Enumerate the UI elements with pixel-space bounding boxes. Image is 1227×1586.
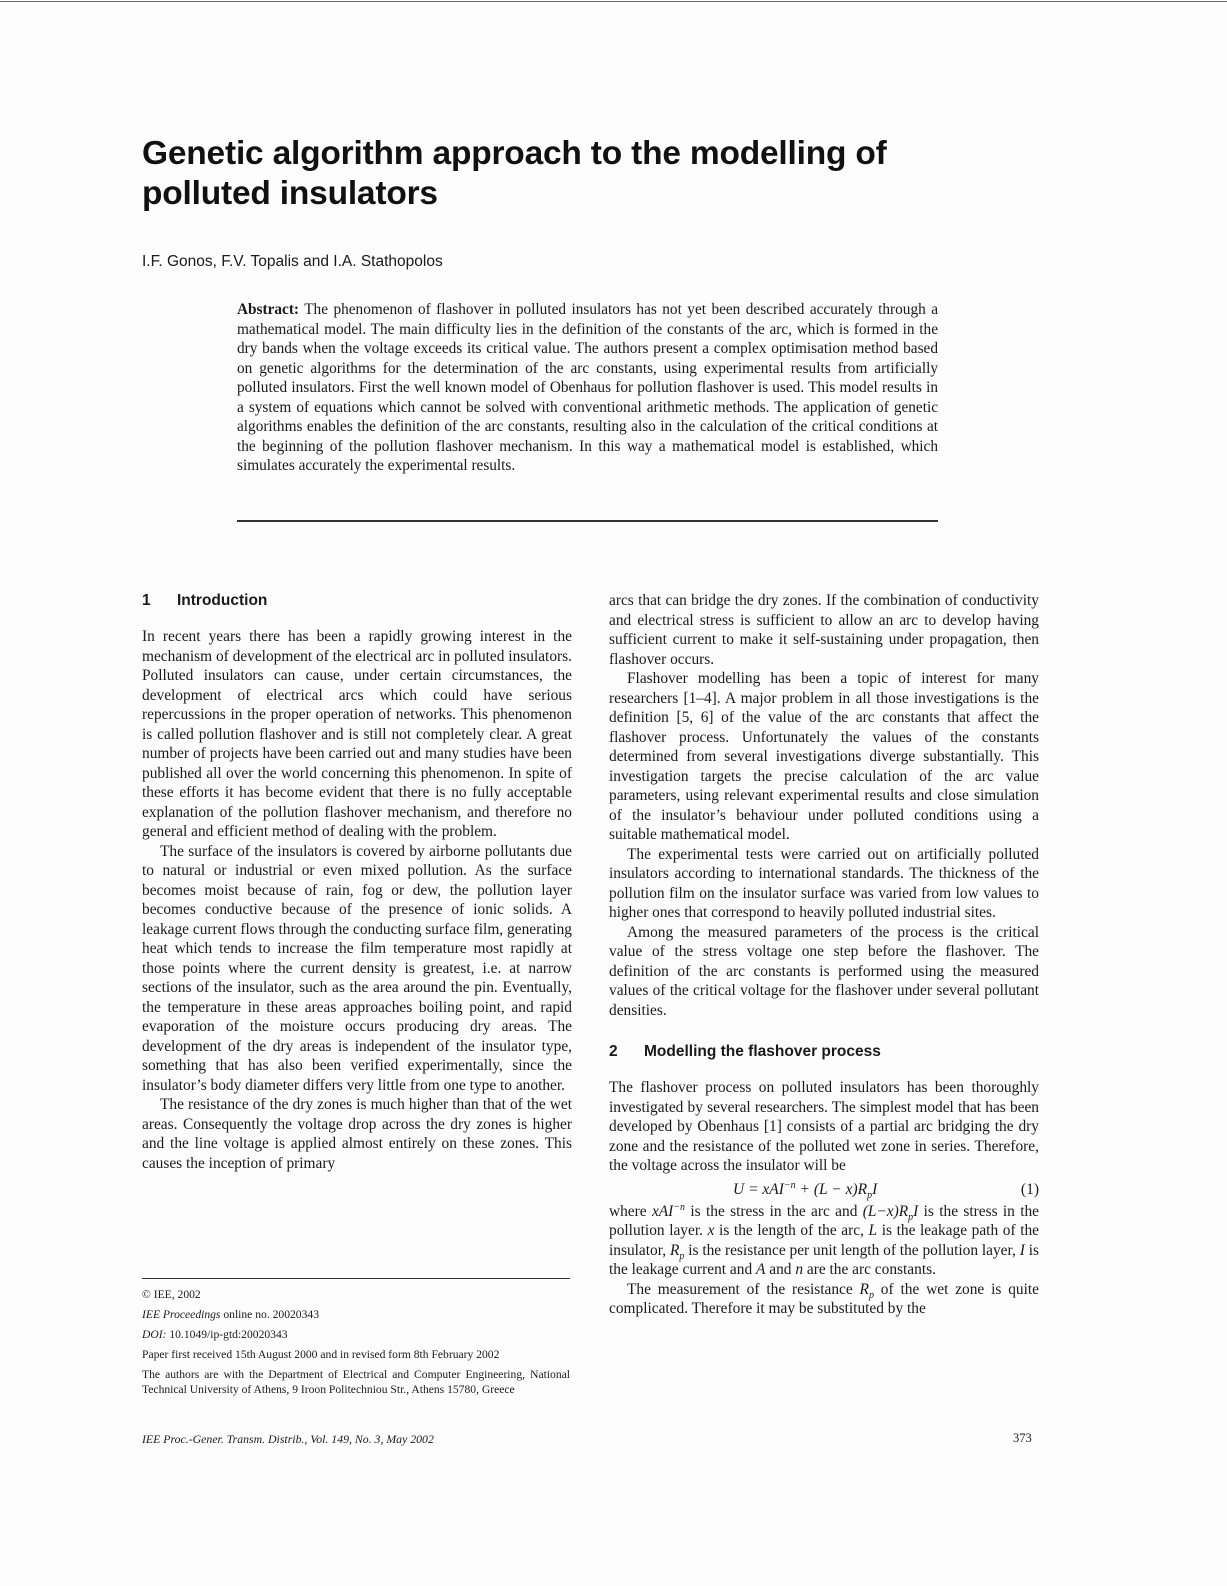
left-column [142, 591, 572, 1173]
abstract-label: Abstract: [237, 301, 300, 318]
paragraph: In recent years there has been a rapidly growing interest in the mechanism of development of the electrical arc in polluted insulators. Polluted insulators can cause, under certain circumstances, the development of electrical arcs which could have serious repercussions in the proper operation of networks. This phenomenon is called pollution flashover and is still not completely clear. A great number of projects have been carried out and many studies have been published all over the world concerning this phenomenon. In spite of these efforts it has become evident that there is no fully acceptable explanation of the pollution flashover mechanism, and therefore no general and efficient method of dealing with the problem. [142, 628, 572, 840]
section-number: 2 [609, 1043, 618, 1060]
paper-title: Genetic algorithm approach to the modelling of polluted insulators [142, 135, 887, 212]
page-top-border [0, 1, 1227, 2]
paragraph: Among the measured parameters of the process is the critical value of the stress voltage one step before the flashover. The definition of the arc constants is performed using the measured values of the critical voltage for the flashover under several pollutant densities. [609, 923, 1039, 1019]
equation-1 [609, 1178, 1039, 1202]
footnote-divider [142, 1278, 570, 1279]
page-number: 373 [1013, 1431, 1032, 1445]
section-title: Modelling the flashover process [644, 1043, 881, 1060]
abstract-text: The phenomenon of flashover in polluted insulators has not yet been described accurately through a mathematical model. The main difficulty lies in the definition of the constants of the arc, which is formed in the dry bands when the voltage exceeds its critical value. The authors present a complex optimisation method based on genetic algorithms for the determination of the arc constants, using experimental results from artificially polluted insulators. First the well known model of Obenhaus for pollution flashover is used. This model results in a system of equations which cannot be solved with conventional arithmetic methods. The application of genetic algorithms enables the definition of the arc constants, resulting also in the calculation of the critical conditions at the beginning of the pollution flashover mechanism. In this way a mathematical model is established, which simulates accurately the experimental results. [237, 301, 938, 474]
paragraph: The experimental tests were carried out on artificially polluted insulators according to international standards. The thickness of the pollution film on the insulator surface was varied from low values to higher ones that correspond to heavily polluted industrial sites. [609, 845, 1039, 921]
abstract [237, 300, 938, 476]
paper-authors: I.F. Gonos, F.V. Topalis and I.A. Stathopolos [142, 253, 443, 270]
right-column [609, 591, 1039, 1319]
section-number: 1 [142, 592, 151, 609]
paragraph: The resistance of the dry zones is much higher than that of the wet areas. Consequently the voltage drop across the dry zones is higher and the line voltage is applied almost entirely on these zones. This causes the inception of primary [142, 1096, 572, 1172]
received-dates: Paper first received 15th August 2000 and in revised form 8th February 2002 [142, 1348, 500, 1361]
author-affiliation: The authors are with the Department of Electrical and Computer Engineering, National Technical University of Athens, 9 Iroon Politechniou Str., Athens 15780, Greece [142, 1368, 570, 1396]
paragraph: The surface of the insulators is covered by airborne pollutants due to natural or industrial or even mixed pollution. As the surface becomes moist because of rain, fog or dew, the pollution layer becomes conductive because of the presence of ionic solids. A leakage current flows through the conducting surface film, generating heat which tends to increase the film temperature most rapidly at those points where the current density is greatest, i.e. at narrow sections of the insulator, such as the area around the pin. Eventually, the temperature in these areas approaches boiling point, and rapid evaporation of the moisture occurs producing dry areas. The development of the dry areas is independent of the insulator type, something that has also been verified experimentally, since the insulator’s body diameter differs very little from one type to another. [142, 842, 572, 1094]
equation-body: $U = xAI^{-n} + (L - x)R_pI$ [733, 1179, 878, 1201]
abstract-divider [237, 520, 938, 522]
section-title: Introduction [177, 592, 268, 609]
footnotes [142, 1287, 570, 1397]
paragraph-continued: arcs that can bridge the dry zones. If the combination of conductivity and electrical stress is sufficient to allow an arc to develop having sufficient current to make it self-sustaining under propagation, then flashover occurs. [609, 592, 1039, 668]
paragraph: Flashover modelling has been a topic of interest for many researchers [1–4]. A major problem in all those investigations is the definition [5, 6] of the value of the arc constants that affect the flashover process. Unfortunately the values of the constants determined from several investigations diverge substantially. This investigation targets the precise calculation of the arc value parameters, using relevant experimental results and close simulation of the insulator’s behaviour under polluted conditions using a suitable mathematical model. [609, 670, 1039, 843]
section-heading-modelling [609, 1042, 1039, 1062]
equation-number: (1) [1020, 1180, 1039, 1198]
section-heading-introduction [142, 591, 572, 611]
paragraph: The measurement of the resistance $R_p$ of the wet zone is quite complicated. Therefore it may be substituted by the [609, 1280, 1040, 1317]
paragraph: where xAI$^{-n}$ is the stress in the arc and $(L-x)R_pI$ is the stress in the pollution layer. x is the length of the arc, L is the leakage path of the insulator, $R_p$ is the resistance per unit length of the pollution layer, I is the leakage current and A and n are the arc constants. [609, 1201, 1039, 1278]
paragraph: The flashover process on polluted insulators has been thoroughly investigated by several researchers. The simplest model that has been developed by Obenhaus [1] consists of a partial arc bridging the dry zone and the resistance of the polluted wet zone in series. Therefore, the voltage across the insulator will be [609, 1079, 1039, 1174]
journal-citation: IEE Proc.-Gener. Transm. Distrib., Vol. 149, No. 3, May 2002 [142, 1432, 434, 1446]
doi: DOI: 10.1049/ip-gtd:20020343 [142, 1328, 288, 1341]
online-number: IEE Proceedings online no. 20020343 [142, 1308, 319, 1321]
copyright-notice: © IEE, 2002 [142, 1288, 201, 1301]
